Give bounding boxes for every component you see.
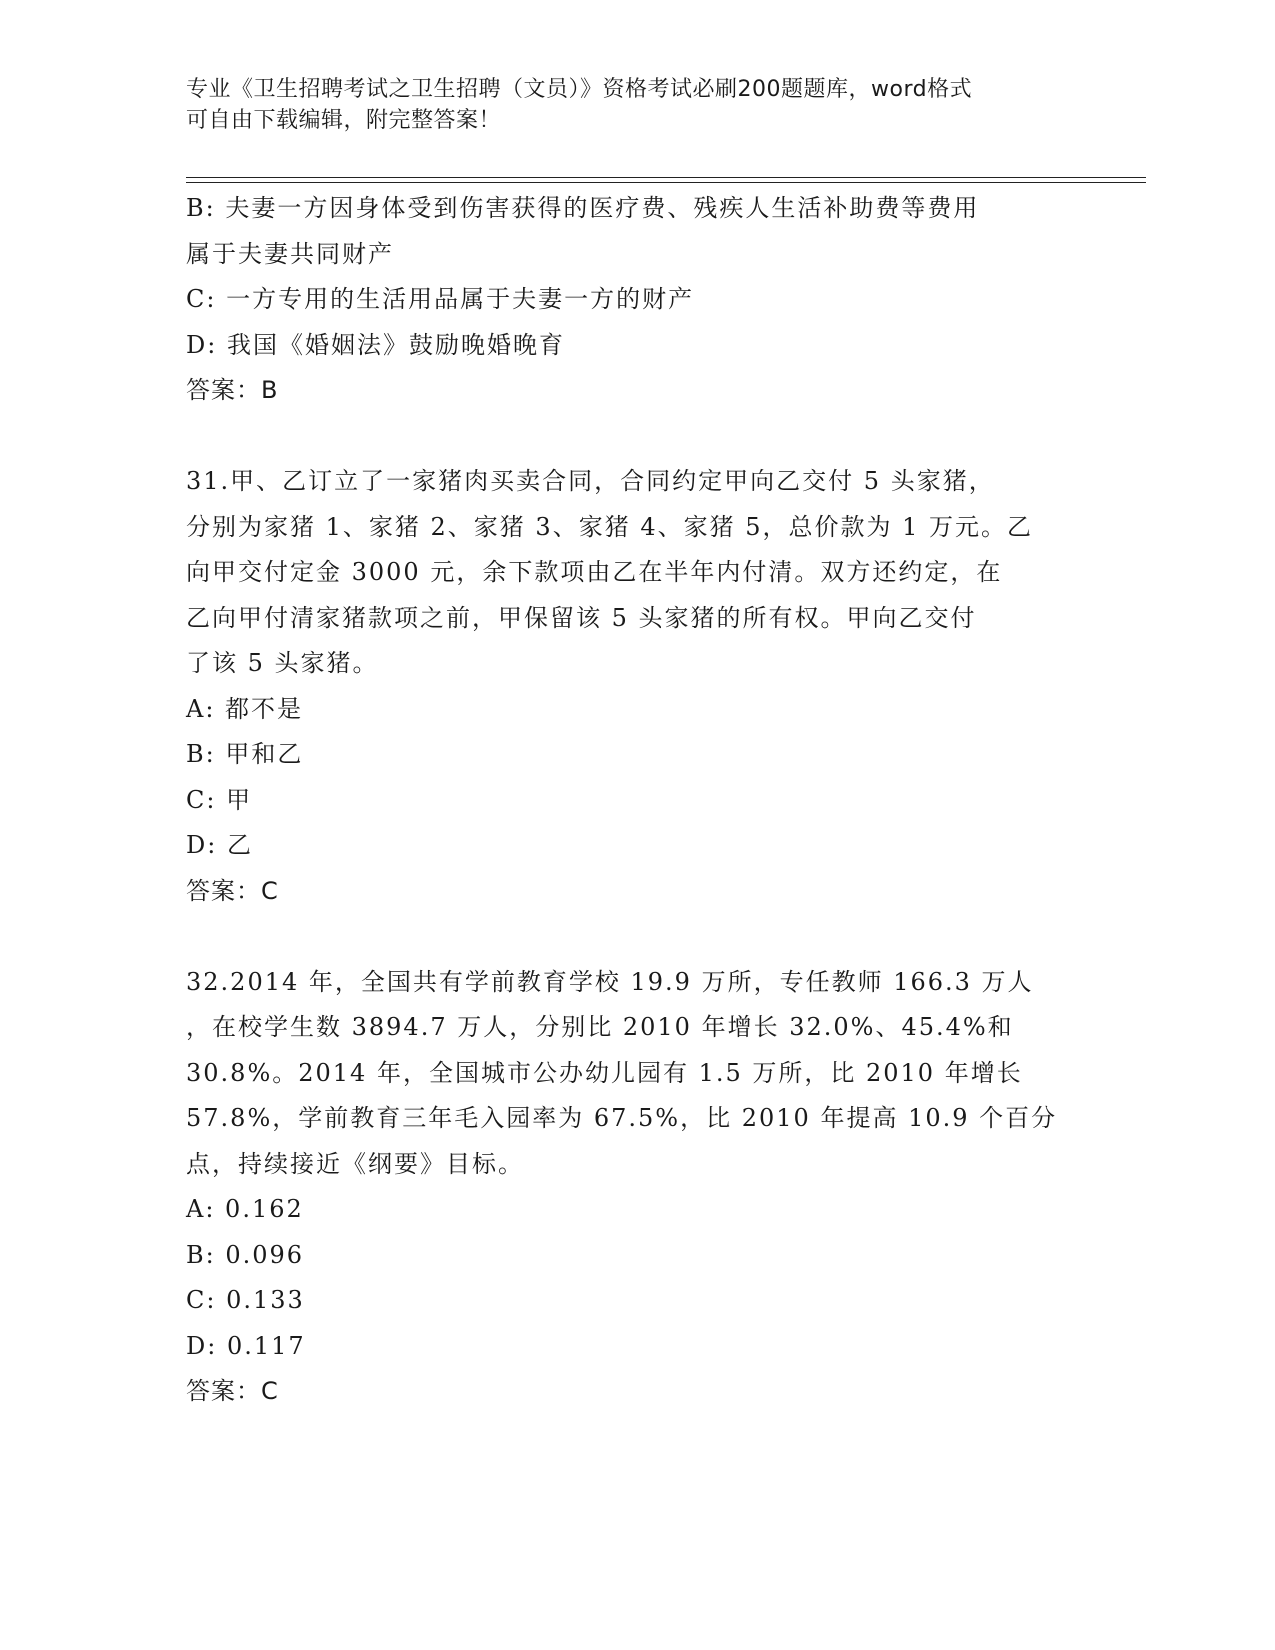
header-line-2: 可自由下载编辑，附完整答案！ bbox=[186, 108, 502, 133]
question-stem-line: 31.甲、乙订立了一家猪肉买卖合同，合同约定甲向乙交付 5 头家猪， bbox=[186, 467, 995, 495]
question-stem-line: 点，持续接近《纲要》目标。 bbox=[186, 1149, 524, 1178]
header-divider-bottom bbox=[186, 182, 1146, 183]
question-stem-line: 向甲交付定金 3000 元，余下款项由乙在半年内付清。双方还约定，在 bbox=[186, 558, 1003, 586]
question-31 bbox=[186, 459, 1086, 914]
document-header bbox=[186, 74, 1106, 136]
option-a: A: 都不是 bbox=[186, 694, 304, 723]
question-stem-line: ，在校学生数 3894.7 万人，分别比 2010 年增长 32.0%、45.4%和 bbox=[186, 1013, 1014, 1041]
header-line-1: 专业《卫生招聘考试之卫生招聘（文员）》资格考试必刷200题题库，word格式 bbox=[186, 77, 973, 102]
question-30-tail bbox=[186, 186, 1086, 414]
option-b-line-1: B: 夫妻一方因身体受到伤害获得的医疗费、残疾人生活补助费等费用 bbox=[186, 194, 980, 222]
option-a: A: 0.162 bbox=[186, 1195, 304, 1223]
answer: 答案：C bbox=[186, 876, 279, 905]
question-content bbox=[186, 186, 1086, 1415]
question-stem-line: 了该 5 头家猪。 bbox=[186, 649, 379, 677]
option-d: D: 我国《婚姻法》鼓励晚婚晚育 bbox=[186, 330, 565, 359]
option-d: D: 0.117 bbox=[186, 1331, 306, 1360]
option-c: C: 一方专用的生活用品属于夫妻一方的财产 bbox=[186, 285, 695, 313]
question-32 bbox=[186, 960, 1086, 1415]
spacer bbox=[186, 414, 1086, 460]
spacer bbox=[186, 914, 1086, 960]
answer: 答案：C bbox=[186, 1377, 279, 1405]
question-stem-line: 乙向甲付清家猪款项之前，甲保留该 5 头家猪的所有权。甲向乙交付 bbox=[186, 603, 977, 632]
question-stem-line: 分别为家猪 1、家猪 2、家猪 3、家猪 4、家猪 5，总价款为 1 万元。乙 bbox=[186, 512, 1034, 541]
header-divider-top bbox=[186, 177, 1146, 178]
question-stem-line: 30.8%。2014 年，全国城市公办幼儿园有 1.5 万所，比 2010 年增长 bbox=[186, 1058, 1023, 1087]
option-d: D: 乙 bbox=[186, 831, 253, 859]
answer: 答案：B bbox=[186, 376, 279, 404]
option-c: C: 0.133 bbox=[186, 1286, 305, 1314]
option-b-line-2: 属于夫妻共同财产 bbox=[186, 239, 394, 268]
question-stem-line: 32.2014 年，全国共有学前教育学校 19.9 万所，专任教师 166.3 万人 bbox=[186, 967, 1034, 996]
question-stem-line: 57.8%，学前教育三年毛入园率为 67.5%，比 2010 年提高 10.9 个百分 bbox=[186, 1104, 1058, 1132]
option-b: B: 甲和乙 bbox=[186, 740, 304, 768]
option-c: C: 甲 bbox=[186, 785, 253, 814]
option-b: B: 0.096 bbox=[186, 1240, 305, 1269]
